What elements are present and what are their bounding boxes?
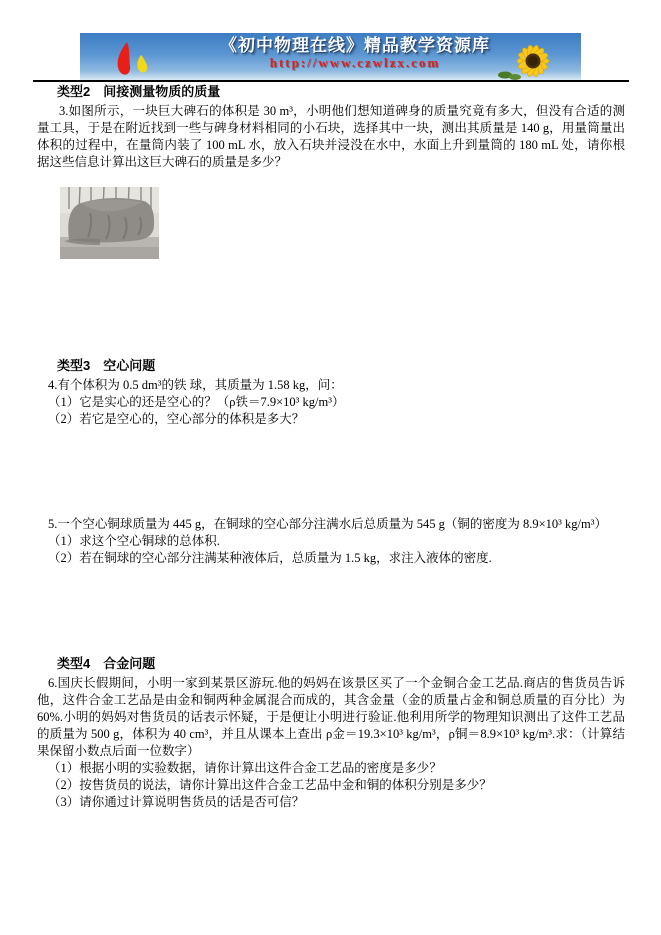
problem-4-q1: （1）它是实心的还是空心的？（ρ铁＝7.9×10³ kg/m³） bbox=[48, 395, 345, 409]
problem-4-q2: （2）若它是空心的，空心部分的体积是多大？ bbox=[48, 412, 305, 426]
problem-5-q2: （2）若在铜球的空心部分注满某种液体后，总质量为 1.5 kg，求注入液体的密度. bbox=[48, 551, 492, 565]
header-divider bbox=[33, 80, 629, 82]
site-banner bbox=[80, 33, 581, 80]
sunflower-icon bbox=[493, 42, 567, 80]
section-heading-type3: 类型3 空心问题 bbox=[57, 358, 156, 373]
section-heading-type4: 类型4 合金问题 bbox=[57, 656, 156, 671]
problem-5-intro: 5.一个空心铜球质量为 445 g，在铜球的空心部分注满水后总质量为 545 g（铜的密度为 8.9×10³ kg/m³） bbox=[48, 517, 607, 531]
stone-photo-image bbox=[60, 187, 159, 259]
banner-url: http://www.czwlzx.com bbox=[269, 55, 441, 70]
stone-photo bbox=[60, 187, 159, 259]
site-logo-icon bbox=[108, 41, 160, 79]
banner-text-block bbox=[175, 36, 535, 70]
section-heading-type2: 类型2 间接测量物质的质量 bbox=[57, 84, 221, 99]
problem-6-q2: （2）按售货员的说法，请你计算出这件合金工艺品中金和铜的体积分别是多少？ bbox=[48, 778, 492, 792]
problem-5-q1: （1）求这个空心铜球的总体积. bbox=[48, 534, 220, 548]
problem-4-intro: 4.有个体积为 0.5 dm³的铁 球，其质量为 1.58 kg，问： bbox=[48, 378, 343, 392]
problem-6-q1: （1）根据小明的实验数据，请你计算出这件合金工艺品的密度是多少？ bbox=[48, 761, 442, 775]
problem-6-intro: 6.国庆长假期间，小明一家到某景区游玩.他的妈妈在该景区买了一个金铜合金工艺品.商店的售货员告诉他，这件合金工艺品是由金和铜两种金属混合而成的，其含金量（金的质量占金和铜总质量的百分比）为 60%.小明的妈妈对售货员的话表示怀疑，于是便让小明进行验证.他利用所学的物理知识测出了这件工艺品的质量为 500 g，体积为 40 cm³，并且从课本上查出 ρ金＝19.3×10³ kg/m³，ρ铜＝8.9×10³ kg/m³.求：（计算结果保留小数点后面一位数字） bbox=[37, 676, 625, 758]
problem-3-text: 3.如图所示，一块巨大碑石的体积是 30 m³，小明他们想知道碑身的质量究竟有多大，但没有合适的测量工具，于是在附近找到一些与碑身材料相同的小石块，选择其中一块，测出其质量是 140 g，用量筒量出体积的过程中，在量筒内装了 100 mL 水，放入石块并浸没在水中，水面上升到量筒的 180 mL 处，请你根据这些信息计算出这巨大碑石的质量是多少？ bbox=[37, 104, 625, 169]
banner-title: 《初中物理在线》精品教学资源库 bbox=[220, 36, 490, 55]
problem-6-q3: （3）请你通过计算说明售货员的话是否可信？ bbox=[48, 795, 305, 809]
document-page bbox=[37, 83, 625, 811]
